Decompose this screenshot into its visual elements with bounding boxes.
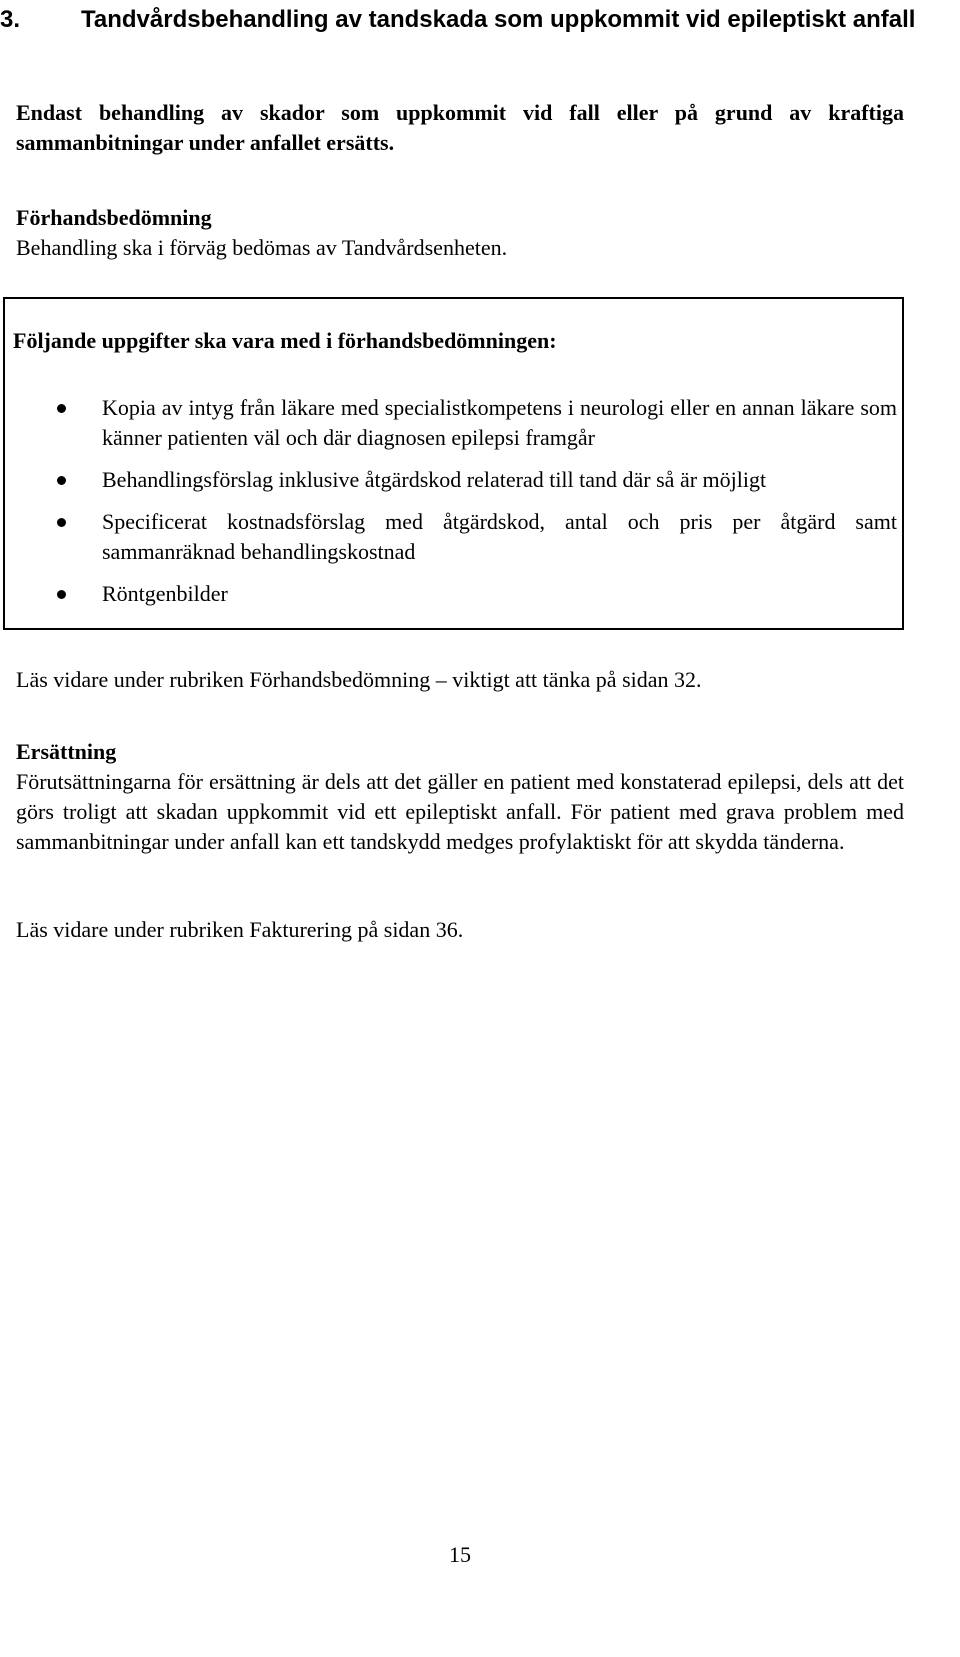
list-item-text: Specificerat kostnadsförslag med åtgärdskod, antal och pris per åtgärd samt sammanräknad behandlingskostnad — [102, 509, 897, 564]
list-item — [5, 393, 900, 453]
bullet-icon — [57, 590, 66, 599]
prior-assessment-text: Behandling ska i förväg bedömas av Tandvårdsenheten. — [16, 235, 508, 260]
requirements-list — [5, 393, 900, 621]
intro-paragraph: Endast behandling av skador som uppkommit vid fall eller på grund av kraftiga sammanbitningar under anfallet ersätts. — [16, 100, 904, 155]
compensation-heading: Ersättning — [16, 739, 117, 764]
requirements-box — [3, 297, 904, 630]
requirements-title: Följande uppgifter ska vara med i förhandsbedömningen: — [13, 328, 557, 353]
list-item — [5, 465, 900, 495]
bullet-icon — [57, 518, 66, 527]
compensation-text: Förutsättningarna för ersättning är dels att det gäller en patient med konstaterad epilepsi, dels att det görs troligt att skadan uppkommit vid ett epileptiskt anfall. För patient med grava problem med sammanbitningar under anfall kan ett tandskydd medges profylaktiskt för att skydda tänderna. — [16, 769, 904, 854]
section-heading — [0, 2, 920, 38]
bullet-icon — [57, 404, 66, 413]
section-number: 3. — [0, 6, 21, 33]
list-item — [5, 579, 900, 609]
list-item-text: Behandlingsförslag inklusive åtgärdskod relaterad till tand där så är möjligt — [102, 467, 767, 492]
list-item-text: Röntgenbilder — [102, 581, 228, 606]
prior-assessment-heading: Förhandsbedömning — [16, 205, 212, 230]
page-number: 15 — [449, 1542, 471, 1567]
section-title: Tandvårdsbehandling av tandskada som uppkommit vid epileptiskt anfall — [81, 6, 916, 33]
bullet-icon — [57, 476, 66, 485]
list-item-text: Kopia av intyg från läkare med specialistkompetens i neurologi eller en annan läkare som känner patienten väl och där diagnosen epilepsi framgår — [102, 395, 897, 450]
list-item — [5, 507, 900, 567]
read-more-invoicing: Läs vidare under rubriken Fakturering på sidan 36. — [16, 917, 464, 942]
read-more-prior-assessment: Läs vidare under rubriken Förhandsbedömning – viktigt att tänka på sidan 32. — [16, 667, 702, 692]
